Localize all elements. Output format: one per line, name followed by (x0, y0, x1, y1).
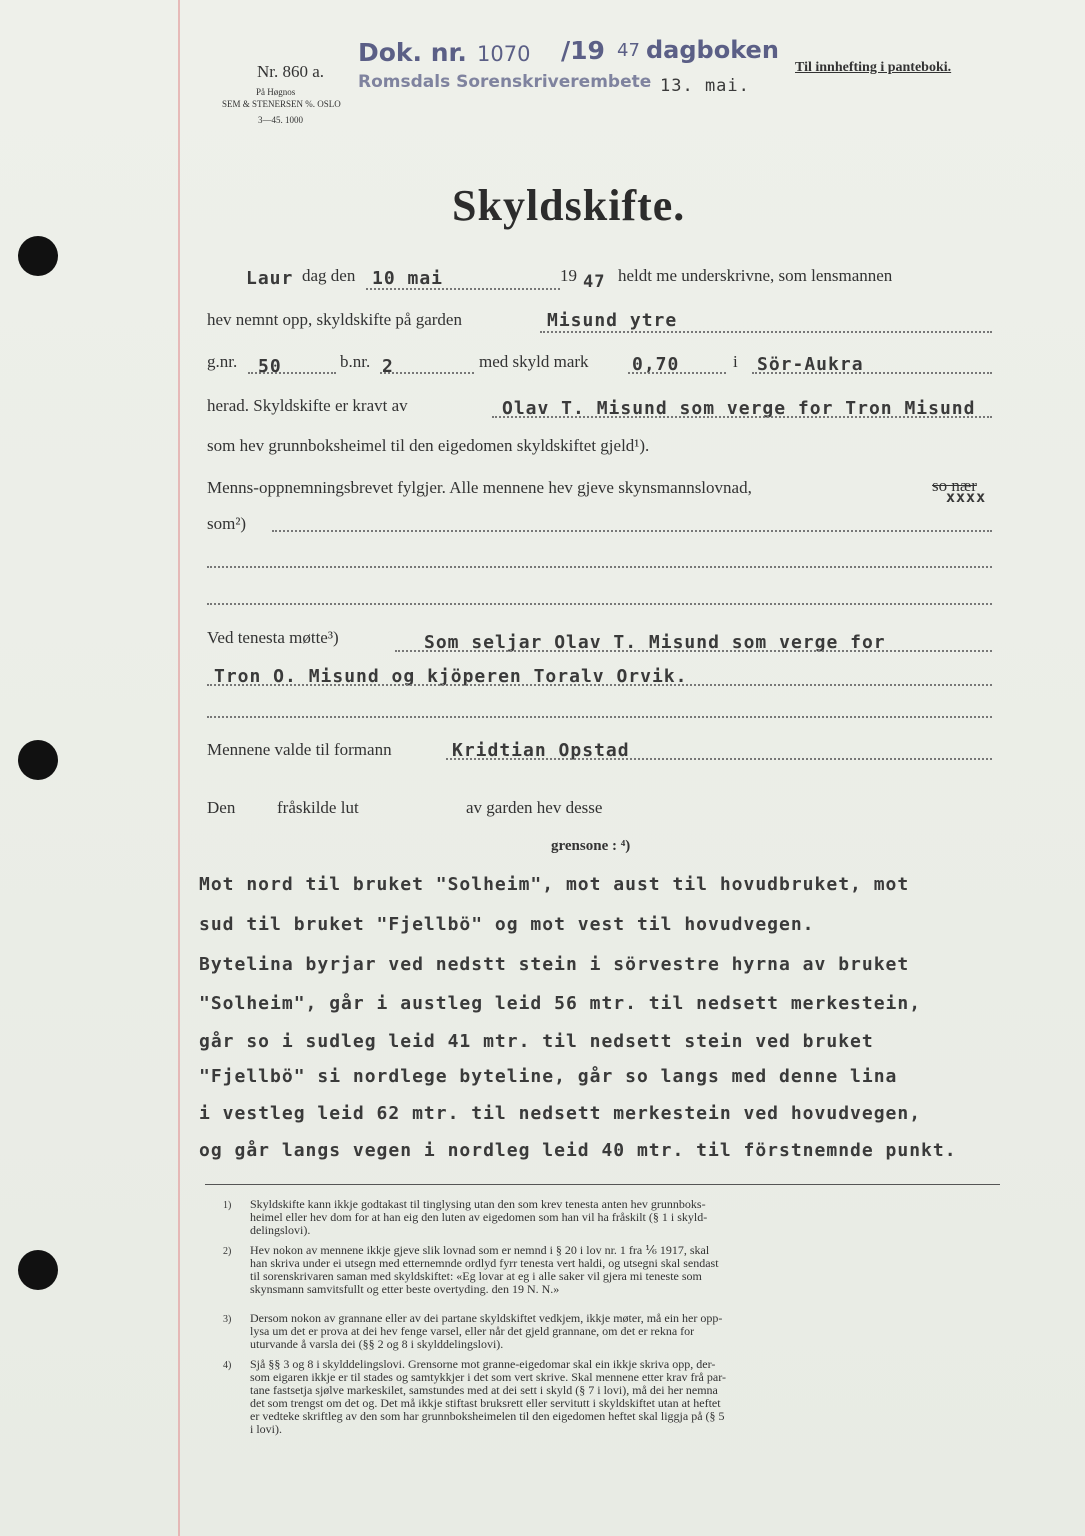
footnote-line: skynsmann samvitsfullt og etter beste overtyding. den 19 N. N.» (250, 1282, 560, 1296)
fill-line (395, 650, 992, 652)
fill-line (446, 758, 992, 760)
fill-line (380, 372, 474, 374)
year-written: 47 (583, 272, 606, 292)
footnote-line: tane fastsetja sjølve markeskilet, samstundes med at dei sett i skyld (§ 7 i lovi), må dei her nemna (250, 1383, 718, 1397)
menns-text: Menns-oppnemningsbrevet fylgjer. Alle mennene hev gjeve skynsmannslovnad, (207, 478, 752, 497)
gnr-label: g.nr. (207, 352, 238, 371)
printer-line: På Høgnos (256, 87, 296, 97)
footnote-line: som eigaren ikkje er til stades og samtykkjer i det som vert skrive. Skal mennene etter krav frå par- (250, 1370, 726, 1384)
punch-hole (18, 236, 58, 276)
footnote-number: 1) (223, 1200, 232, 1211)
boundary-line: "Fjellbö" si nordlege byteline, går so langs med denne lina (199, 1066, 898, 1087)
day-written: Laur (246, 268, 294, 289)
av-garden-label: av garden hev desse (466, 798, 603, 817)
fill-line (366, 288, 560, 290)
fill-line (628, 372, 726, 374)
i-label: i (733, 352, 738, 371)
date-written: 10 mai (372, 268, 444, 289)
gnr-value: 50 (258, 356, 282, 377)
skyld-label: med skyld mark (479, 352, 589, 371)
stamp-doc-number: 1070 (477, 42, 531, 66)
fill-line (207, 716, 992, 718)
formann-value: Kridtian Opstad (452, 740, 630, 761)
footnote-line: i lovi). (250, 1422, 282, 1436)
footnote-line: delingslovi). (250, 1223, 311, 1237)
top-right-note: Til innhefting i panteboki. (795, 60, 952, 75)
printer-line: 3—45. 1000 (258, 115, 303, 125)
ved-label: Ved tenesta møtte³) (207, 628, 339, 647)
som-label: som²) (207, 514, 247, 533)
boundary-line: Mot nord til bruket "Solheim", mot aust til hovudbruket, mot (199, 874, 910, 895)
form-number: Nr. 860 a. (257, 62, 325, 81)
stamp-year-prefix: /19 (561, 36, 605, 65)
boundary-line: går so i sudleg leid 41 mtr. til nedsett stein ved bruket (199, 1031, 874, 1052)
fill-line (752, 372, 992, 374)
boundary-line: og går langs vegen i nordleg leid 40 mtr. til förstnemnde punkt. (199, 1140, 957, 1161)
printer-line: SEM & STENERSEN %. OSLO (222, 99, 341, 109)
boundary-line: "Solheim", går i austleg leid 56 mtr. til nedsett merkestein, (199, 993, 922, 1014)
fill-line (248, 372, 336, 374)
page-title: Skyldskifte. (452, 181, 686, 230)
stamp-dagbok: dagboken (646, 36, 779, 64)
fill-line (207, 684, 992, 686)
grunnbok-text: som hev grunnboksheimel til den eigedomen skyldskiftet gjeld¹). (207, 436, 650, 455)
footnote-line: Skyldskifte kann ikkje godtakast til tinglysing utan den som krev tenesta anten hev grunnboks- (250, 1197, 706, 1211)
stamp-year-suffix: 47 (617, 40, 640, 61)
herad-label: herad. Skyldskifte er kravt av (207, 396, 408, 415)
stamp-date: 13. mai. (660, 76, 750, 96)
footnote-line: lysa um det er prova at dei hev fenge varsel, eller når det gjeld grannane, om det er rekna for (250, 1324, 695, 1338)
fill-line (272, 530, 992, 532)
garden-label: hev nemnt opp, skyldskifte på garden (207, 310, 462, 329)
boundary-line: Bytelina byrjar ved nedstt stein i sörvestre hyrna av bruket (199, 954, 910, 975)
ved-line1: Som seljar Olav T. Misund som verge for (424, 632, 886, 653)
den-label: Den (207, 798, 236, 817)
boundary-line: sud til bruket "Fjellbö" og mot vest til hovudvegen. (199, 914, 815, 935)
strike-xxxx: xxxx (946, 488, 987, 506)
fill-line (207, 566, 992, 568)
fill-line (540, 331, 992, 333)
footnote-line: Sjå §§ 3 og 8 i skylddelingslovi. Grensorne mot granne-eigedomar skal ein ikkje skriva opp, der- (250, 1357, 716, 1371)
stamp-office: Romsdals Sorenskriverembete (358, 72, 652, 92)
heldt-text: heldt me underskrivne, som lensmannen (618, 266, 893, 285)
footnote-line: er vedteke skriftleg av den som har grunnboksheimelen til den eigedomen heftet skal liggja på (§ 5 (250, 1409, 725, 1423)
herad-written: Sör-Aukra (757, 354, 864, 375)
footnote-divider (205, 1184, 1000, 1185)
footnote-line: det som trengst om det og. Det må ikkje stiftast bruksrett eller servitutt i skyldskiftet utan at heftet (250, 1396, 721, 1410)
footnote-number: 4) (223, 1360, 232, 1371)
footnote-line: uturvande å varsla dei (§§ 2 og 8 i skylddelingslovi). (250, 1337, 504, 1351)
margin-line (178, 0, 180, 1536)
grensone-label: grensone : ⁴) (551, 838, 631, 854)
footnote-number: 2) (223, 1246, 232, 1257)
bnr-label: b.nr. (340, 352, 371, 371)
footnote-line: Dersom nokon av grannane eller av dei partane skyldskiftet vedkjem, ikkje møter, må ein her opp- (250, 1311, 723, 1325)
valde-label: Mennene valde til formann (207, 740, 392, 759)
year-prefix: 19 (560, 266, 577, 285)
skyld-value: 0,70 (632, 354, 680, 375)
stamp-dok-nr: Dok. nr. (358, 38, 467, 67)
kravt-av-value: Olav T. Misund som verge for Tron Misund (502, 398, 976, 419)
fill-line (207, 603, 992, 605)
footnote-line: til sorenskrivaren saman med skyldskiftet: «Eg lovar at eg i alle saker vil gjera mi teneste som (250, 1269, 702, 1283)
boundary-line: i vestleg leid 62 mtr. til nedsett merkestein ved hovudvegen, (199, 1103, 922, 1124)
farm-name: Misund ytre (547, 310, 678, 331)
footnote-number: 3) (223, 1314, 232, 1325)
so-naer-text: so nær (932, 476, 977, 495)
fraskilde-label: fråskilde lut (277, 798, 359, 817)
footnote-line: Hev nokon av mennene ikkje gjeve slik lovnad som er nemnd i § 20 i lov nr. 1 fra ⅙ 1917, skal (250, 1243, 710, 1257)
ved-line2: Tron O. Misund og kjöperen Toralv Orvik. (214, 666, 688, 687)
footnote-line: han skriva under ei utsegn med etternemnde ordlyd fyrr tenesta vert haldi, og utsegni skal sendast (250, 1256, 719, 1270)
fill-line (492, 416, 992, 418)
day-label: dag den (302, 266, 356, 285)
bnr-value: 2 (382, 356, 394, 377)
punch-hole (18, 1250, 58, 1290)
punch-hole (18, 740, 58, 780)
footnote-line: heimel eller hev dom for at han eig den luten av eigedomen som han vil ha fråskilt (§ 1 i skyld- (250, 1210, 708, 1224)
